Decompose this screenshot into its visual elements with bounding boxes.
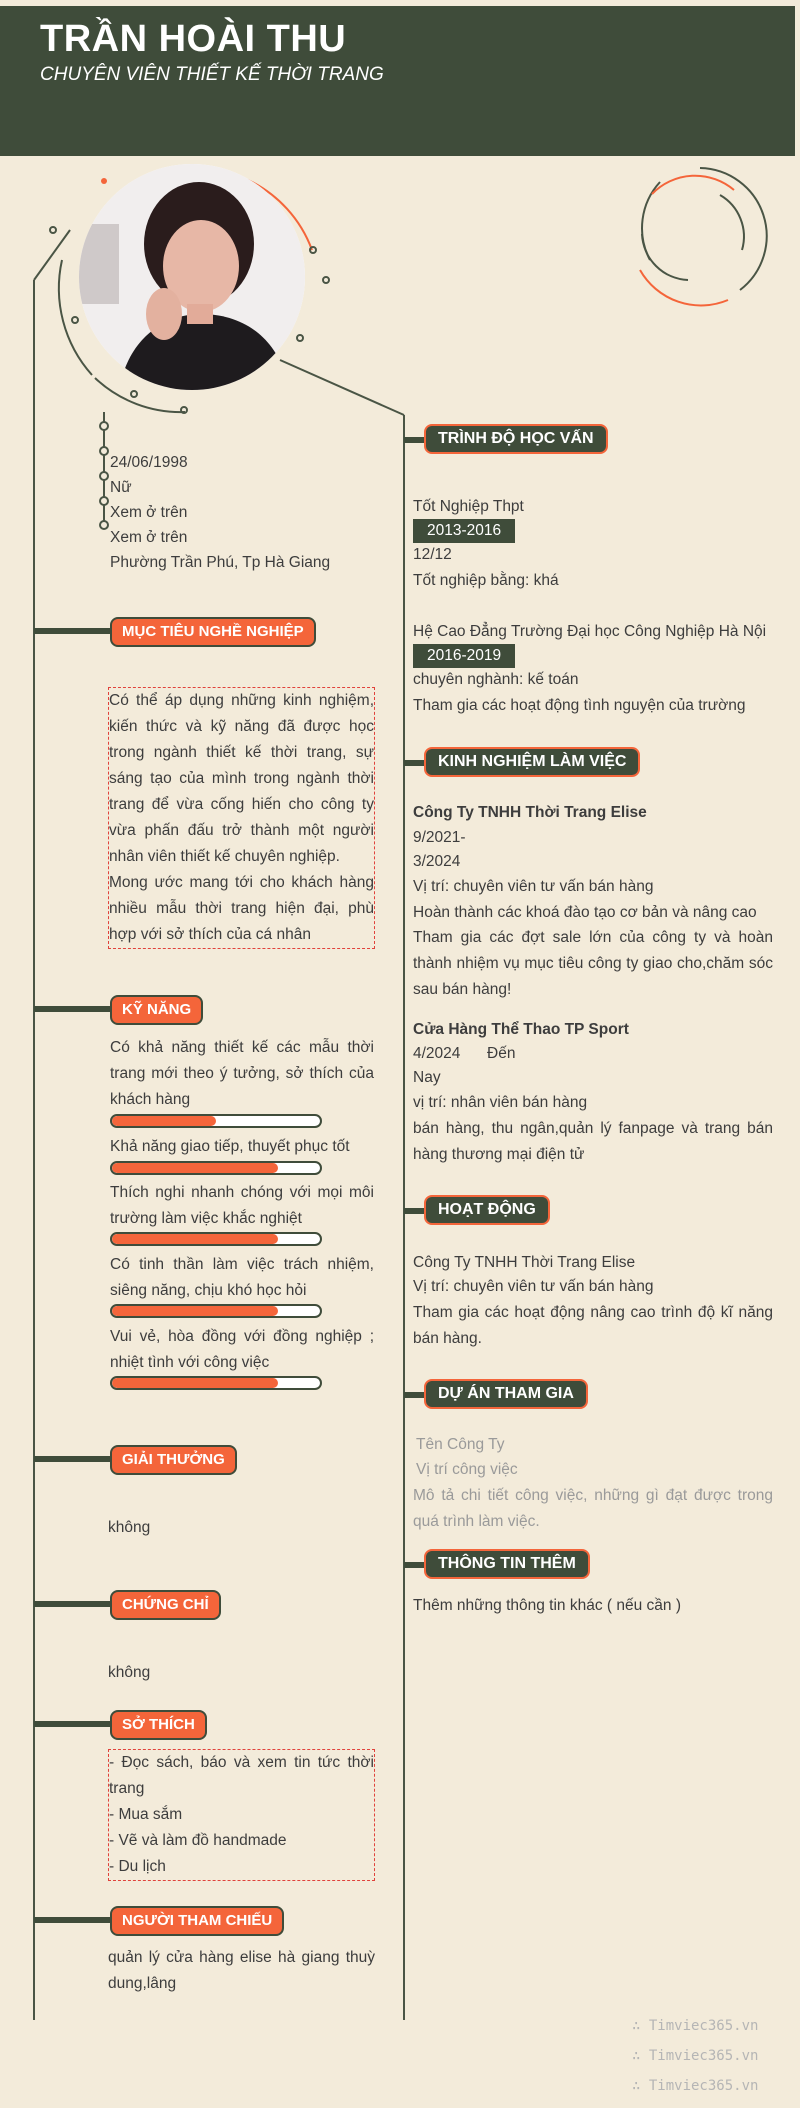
skill-label: Thích nghi nhanh chóng với mọi môi trường làm việc khắc nghiệt — [110, 1184, 374, 1227]
skills-connector — [34, 1006, 112, 1012]
watermark-text: Timviec365.vn — [648, 2078, 759, 2094]
avatar — [79, 164, 305, 390]
education-dates: 2013-2016 — [413, 519, 515, 543]
skill-bar — [110, 1376, 322, 1390]
education-school: Tốt Nghiệp Thpt — [413, 498, 524, 515]
objective-connector — [34, 628, 112, 634]
skill-label: Có tinh thần làm việc trách nhiệm, siêng năng, chịu khó học hỏi — [110, 1256, 374, 1299]
experience-start: 4/2024 — [413, 1045, 461, 1062]
certificates-connector — [34, 1601, 112, 1607]
skill-label: Khả năng giao tiếp, thuyết phục tốt — [110, 1138, 350, 1155]
section-title-education: TRÌNH ĐỘ HỌC VẤN — [424, 424, 608, 454]
section-title-experience: KINH NGHIỆM LÀM VIỆC — [424, 747, 640, 777]
hobby-item: - Đọc sách, báo và xem tin tức thời trang — [109, 1754, 374, 1797]
projects-position: Vị trí công việc — [416, 1461, 518, 1478]
education-note: Tham gia các hoạt động tình nguyện của trường — [413, 697, 746, 714]
address: Phường Trần Phú, Tp Hà Giang — [110, 554, 331, 571]
awards-connector — [34, 1456, 112, 1462]
objective-paragraph-2: Mong ước mang tới cho khách hàng nhiều mẫu thời trang hiện đại, phù hợp với sở thích của cá nhân — [109, 874, 374, 943]
objective-paragraph-1: Có thể áp dụng những kinh nghiệm, kiến thức và kỹ năng đã được học trong ngành thiết kế thời trang, sự sáng tạo của mình trong ngành thời trang để vừa cống hiến cho công ty vừa phấn đấu trở thành một người nhân viên thiết kế chuyên nghiệp. — [109, 692, 374, 865]
experience-to: Đến — [487, 1045, 516, 1062]
extra-value: Thêm những thông tin khác ( nếu cần ) — [413, 1597, 682, 1614]
section-title-objective: MỤC TIÊU NGHỀ NGHIỆP — [110, 617, 316, 647]
awards-value: không — [108, 1519, 151, 1536]
experience-company: Công Ty TNHH Thời Trang Elise — [413, 804, 647, 821]
watermark: ∴ Timviec365.vn — [632, 2018, 759, 2034]
projects-desc: Mô tả chi tiết công việc, những gì đạt được trong quá trình làm việc. — [413, 1487, 773, 1530]
skill-bar-fill — [112, 1234, 278, 1244]
watermark-text: Timviec365.vn — [648, 2018, 759, 2034]
education-major: chuyên nghành: kế toán — [413, 671, 579, 688]
hobby-item: - Du lịch — [109, 1858, 166, 1875]
experience-desc: Hoàn thành các khoá đào tạo cơ bản và nâng cao — [413, 904, 757, 921]
skill-bar — [110, 1114, 322, 1128]
section-title-projects: DỰ ÁN THAM GIA — [424, 1379, 588, 1409]
activities-position: Vị trí: chuyên viên tư vấn bán hàng — [413, 1278, 654, 1295]
birthdate: 24/06/1998 — [110, 454, 188, 471]
hobbies-connector — [34, 1721, 112, 1727]
projects-company: Tên Công Ty — [416, 1436, 505, 1453]
gender: Nữ — [110, 479, 132, 496]
experience-start: 9/2021- — [413, 829, 466, 846]
education-major: 12/12 — [413, 546, 452, 563]
objective-box — [108, 687, 375, 949]
experience-desc: Tham gia các đợt sale lớn của công ty và hoàn thành nhiệm vụ mục tiêu công ty giao cho,chăm sóc sau bán hàng! — [413, 929, 773, 998]
hobby-item: - Mua sắm — [109, 1806, 183, 1823]
education-note: Tốt nghiệp bằng: khá — [413, 572, 559, 589]
activities-desc: Tham gia các hoạt động nâng cao trình độ kĩ năng bán hàng. — [413, 1304, 773, 1347]
section-title-references: NGƯỜI THAM CHIẾU — [110, 1906, 284, 1936]
skill-bar-fill — [112, 1306, 278, 1316]
hobbies-box — [108, 1749, 375, 1881]
skill-label: Vui vẻ, hòa đồng với đồng nghiệp ; nhiệt tình với công việc — [110, 1328, 374, 1371]
section-title-activities: HOẠT ĐỘNG — [424, 1195, 550, 1225]
certificates-value: không — [108, 1664, 151, 1681]
watermark: ∴ Timviec365.vn — [632, 2048, 759, 2064]
phone: Xem ở trên — [110, 504, 188, 521]
education-dates: 2016-2019 — [413, 644, 515, 668]
education-school: Hệ Cao Đẳng Trường Đại học Công Nghiệp Hà Nội — [413, 623, 767, 640]
experience-end: Nay — [413, 1069, 441, 1086]
references-value: quản lý cửa hàng elise hà giang thuỳ dung,lâng — [108, 1949, 375, 1992]
job-title: CHUYÊN VIÊN THIẾT KẾ THỜI TRANG — [40, 64, 384, 85]
skill-bar-fill — [112, 1378, 278, 1388]
skill-label: Có khả năng thiết kế các mẫu thời trang mới theo ý tưởng, sở thích của khách hàng — [110, 1039, 374, 1108]
experience-desc: bán hàng, thu ngân,quản lý fanpage và trang bán hàng thương mại điện tử — [413, 1120, 773, 1163]
references-connector — [34, 1917, 112, 1923]
section-title-extra: THÔNG TIN THÊM — [424, 1549, 590, 1579]
skill-bar — [110, 1304, 322, 1318]
experience-end: 3/2024 — [413, 853, 461, 870]
skill-bar — [110, 1232, 322, 1246]
experience-position: Vị trí: chuyên viên tư vấn bán hàng — [413, 878, 654, 895]
avatar-portrait — [79, 164, 305, 390]
email: Xem ở trên — [110, 529, 188, 546]
section-title-certificates: CHỨNG CHỈ — [110, 1590, 221, 1620]
skill-bar — [110, 1161, 322, 1175]
section-title-hobbies: SỞ THÍCH — [110, 1710, 207, 1740]
experience-position: vị trí: nhân viên bán hàng — [413, 1094, 588, 1111]
skill-bar-fill — [112, 1163, 278, 1173]
candidate-name: TRẦN HOÀI THU — [40, 18, 347, 60]
section-title-awards: GIẢI THƯỞNG — [110, 1445, 237, 1475]
watermark-text: Timviec365.vn — [648, 2048, 759, 2064]
activities-org: Công Ty TNHH Thời Trang Elise — [413, 1254, 636, 1271]
skill-bar-fill — [112, 1116, 216, 1126]
experience-company: Cửa Hàng Thể Thao TP Sport — [413, 1021, 629, 1038]
section-title-skills: KỸ NĂNG — [110, 995, 203, 1025]
watermark: ∴ Timviec365.vn — [632, 2078, 759, 2094]
hobby-item: - Vẽ và làm đồ handmade — [109, 1832, 287, 1849]
